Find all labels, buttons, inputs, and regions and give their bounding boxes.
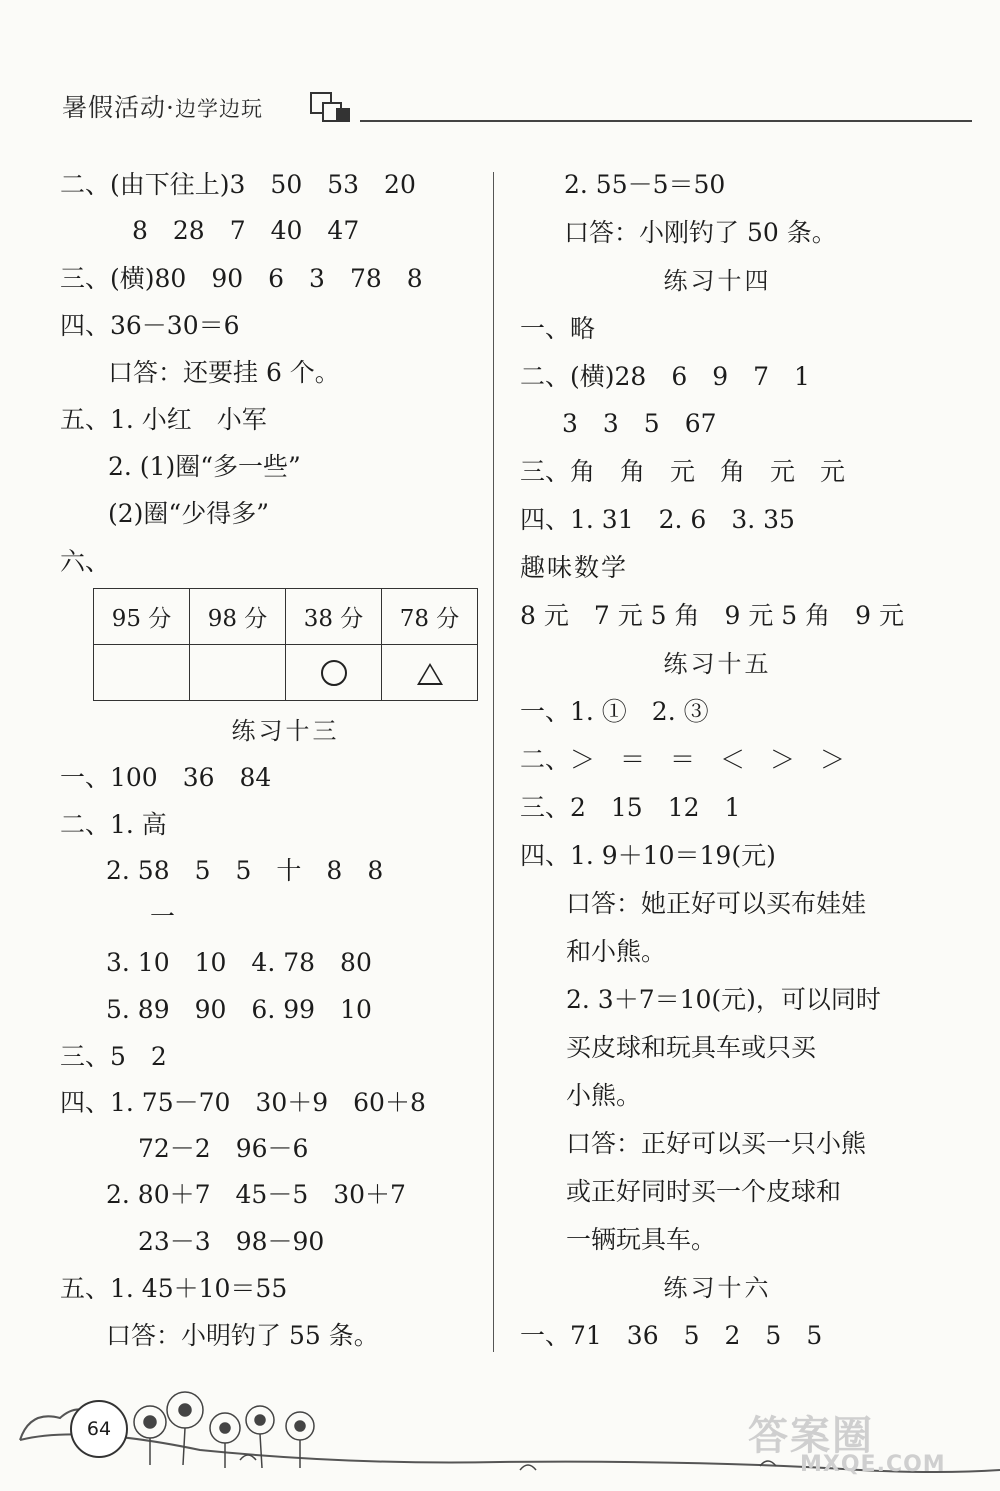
header-rule [360,120,972,122]
answer-line: 3 3 5 67 [562,409,717,438]
page-header [62,84,974,134]
score-cell: 95 分 [94,589,190,645]
answer-line: 5. 89 90 6. 99 10 [106,995,372,1024]
watermark-text: 答案圈 [748,1413,874,1459]
answer-line: 四、1. 75－70 30＋9 60＋8 [60,1088,426,1117]
answer-line: 四、1. 31 2. 6 3. 35 [520,505,795,534]
section-heading: 练习十三 [231,717,340,745]
answer-line: 四、36－30＝6 [60,311,240,340]
answer-line: 口答：还要挂 6 个。 [108,358,340,387]
answer-line: 一、71 36 5 2 5 5 [520,1321,823,1350]
answer-line: 8 28 7 40 47 [132,216,360,245]
circle-icon [321,660,347,686]
fun-math-heading: 趣味数学 [520,553,629,582]
answer-line: 买皮球和玩具车或只买 [566,1033,817,1062]
score-cell: 98 分 [190,589,286,645]
score-cell: 38 分 [286,589,382,645]
score-cell: 78 分 [382,589,478,645]
empty-cell [94,645,190,701]
square-logo-icon [310,92,354,122]
answer-line: 一辆玩具车。 [566,1225,717,1254]
answer-line: 五、1. 45＋10＝55 [60,1274,288,1303]
column-divider [493,172,494,1352]
answer-line: 三、5 2 [60,1042,167,1071]
circle-cell [286,645,382,701]
brand-subtitle: 边学边玩 [174,97,263,121]
answer-line: 和小熊。 [566,937,667,966]
answer-line: 三、2 15 12 1 [520,793,741,822]
answer-line: 五、1. 小红 小军 [60,405,267,434]
answer-line: 23－3 98－90 [138,1227,325,1256]
page-number: 64 [70,1400,128,1458]
answer-line: 72－2 96－6 [138,1134,309,1163]
answer-line: 一、100 36 84 [60,763,272,792]
answer-line: 一、略 [520,314,596,343]
answer-line: 一 [150,902,176,931]
answer-line: 口答：她正好可以买布娃娃 [566,889,867,918]
answer-line: 三、(横)80 90 6 3 78 8 [60,264,423,293]
section-heading: 练习十五 [663,650,772,678]
score-table [93,588,478,701]
answer-line: 小熊。 [566,1081,642,1110]
answer-line: 口答：正好可以买一只小熊 [566,1129,867,1158]
answer-line: 口答：小明钓了 55 条。 [106,1321,379,1350]
section-heading: 练习十四 [663,267,772,295]
answer-line: 口答：小刚钓了 50 条。 [564,218,837,247]
answer-line: 2. (1)圈“多一些” [108,452,301,481]
triangle-icon [417,663,443,685]
answer-line: 或正好同时买一个皮球和 [566,1177,842,1206]
answer-line: 2. 80＋7 45－5 30＋7 [106,1180,406,1209]
answer-line: (2)圈“少得多” [108,499,269,528]
empty-cell [190,645,286,701]
watermark-url: MXQE.COM [800,1452,946,1477]
answer-line: 三、角 角 元 角 元 元 [520,457,846,486]
answer-line: 二、1. 高 [60,810,167,839]
answer-line: 2. 58 5 5 十 8 8 [106,856,384,885]
section-heading: 练习十六 [663,1274,772,1302]
answer-line: 六、 [60,547,111,576]
brand-separator: · [166,93,175,122]
answer-line: 四、1. 9＋10＝19(元) [520,841,776,870]
answer-line: 一、1. ① 2. ③ [520,697,709,726]
answer-line: 二、＞ ＝ ＝ ＜ ＞ ＞ [520,745,846,774]
answer-line: 二、(横)28 6 9 7 1 [520,362,810,391]
answer-line: 3. 10 10 4. 78 80 [106,948,372,977]
brand-title [62,88,263,124]
triangle-cell [382,645,478,701]
brand-main: 暑假活动 [62,93,167,122]
answer-line: 二、(由下往上)3 50 53 20 [60,170,416,199]
answer-line: 2. 3＋7＝10(元)，可以同时 [566,985,881,1014]
answer-line: 2. 55－5＝50 [564,170,726,199]
answer-line: 8 元 7 元 5 角 9 元 5 角 9 元 [520,601,905,630]
